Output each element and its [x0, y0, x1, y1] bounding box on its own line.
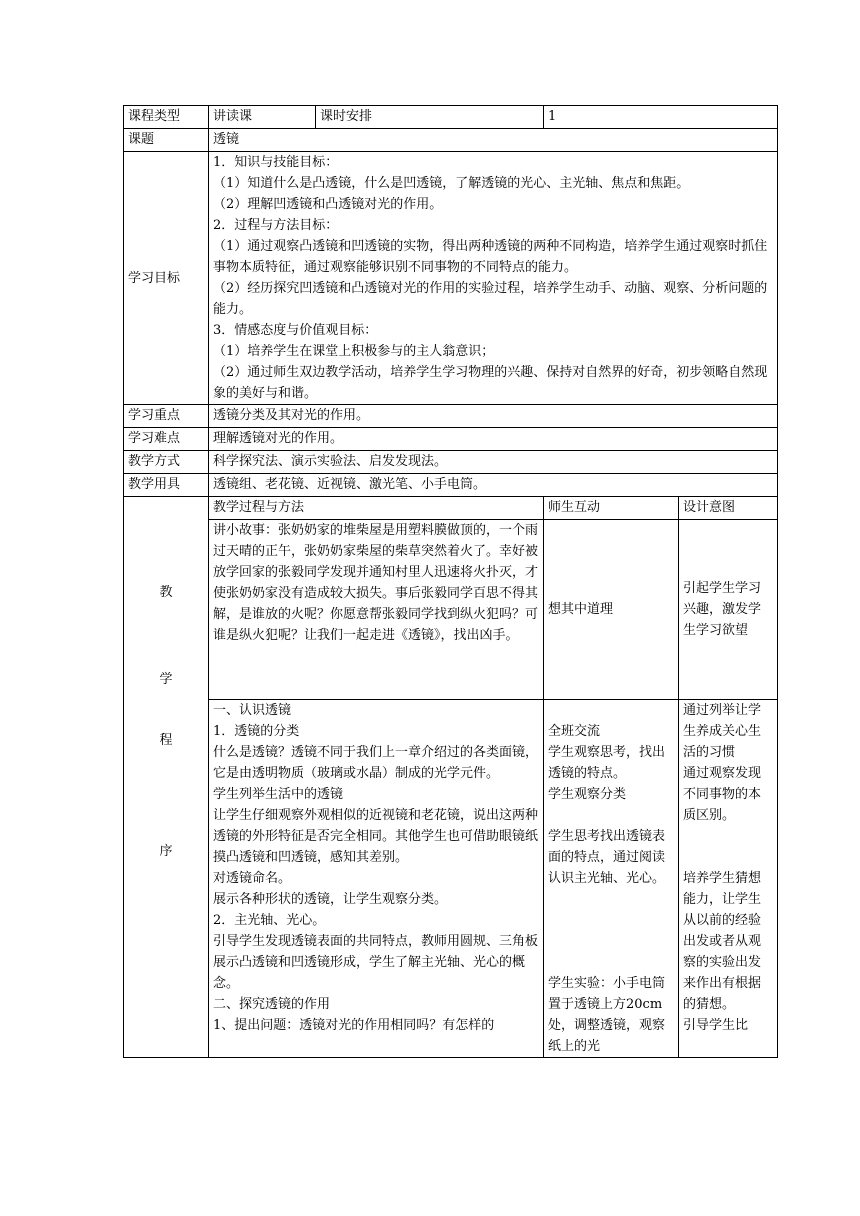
topic-value: 透镜 — [209, 129, 778, 152]
intent-col-header: 设计意图 — [679, 497, 778, 520]
course-info-row — [124, 106, 778, 129]
difficulty-value: 理解透镜对光的作用。 — [209, 428, 778, 451]
lens-line: 1、提出问题：透镜对光的作用相同吗？有怎样的 — [213, 1018, 495, 1033]
topic-row — [124, 129, 778, 152]
difficulty-label: 学习难点 — [124, 428, 209, 451]
lens-line: 二、探究透镜的作用 — [213, 997, 331, 1012]
intent-line: 培养学生猜想能力，让学生从以前的经验出发或者从观察的实验出发来作出有根据的猜想。 — [683, 871, 762, 1012]
interaction-line: 学生观察分类 — [548, 787, 627, 802]
process-col-header: 教学过程与方法 — [209, 497, 544, 520]
interaction-line: 全班交流 — [548, 724, 601, 739]
objective-line: 3．情感态度与价值观目标： — [213, 323, 378, 338]
process-label-char: 程 — [159, 733, 173, 748]
process-row-lens — [124, 700, 778, 1058]
topic-label: 课题 — [124, 129, 209, 152]
process-label-char: 学 — [159, 672, 173, 687]
intent-line: 通过列举让学生养成关心生活的习惯 — [683, 703, 762, 760]
lens-content — [209, 700, 544, 1058]
key-point-label: 学习重点 — [124, 405, 209, 428]
process-header-row — [124, 497, 778, 520]
lens-line: 引导学生发现透镜表面的共同特点，教师用圆规、三角板展示凸透镜和凹透镜形成，学生了解主光轴、光心的概念。 — [213, 934, 539, 991]
objective-line: （2）理解凹透镜和凸透镜对光的作用。 — [213, 197, 443, 212]
intent-line: 引导学生比 — [683, 1018, 749, 1033]
lens-line: 1．透镜的分类 — [213, 724, 300, 739]
lesson-plan-table — [123, 105, 778, 1058]
objectives-label: 学习目标 — [124, 152, 209, 405]
lens-line: 让学生仔细观察外观相似的近视镜和老花镜，说出这两种透镜的外形特征是否完全相同。其他学生也可借助眼镜纸摸凸透镜和凹透镜，感知其差别。 — [213, 808, 539, 865]
process-label — [124, 497, 209, 1058]
course-type-value: 讲读课 — [209, 106, 316, 129]
objective-line: （1）通过观察凸透镜和凹透镜的实物，得出两种透镜的两种不同构造，培养学生通过观察时抓住事物本质特征，通过观察能够识别不同事物的不同特点的能力。 — [213, 239, 768, 275]
objective-line: （1）培养学生在课堂上积极参与的主人翁意识； — [213, 344, 495, 359]
tools-value: 透镜组、老花镜、近视镜、激光笔、小手电筒。 — [209, 474, 778, 497]
objective-line: 2．过程与方法目标： — [213, 218, 339, 233]
process-row-story — [124, 520, 778, 700]
interaction-line: 学生观察思考，找出透镜的特点。 — [548, 745, 666, 781]
course-type-label: 课程类型 — [124, 106, 209, 129]
interaction-line: 学生实验：小手电筒置于透镜上方20cm处，调整透镜，观察纸上的光 — [548, 976, 666, 1054]
lens-intent — [679, 700, 778, 1058]
lens-line: 学生列举生活中的透镜 — [213, 787, 344, 802]
process-label-char: 序 — [159, 844, 173, 859]
lens-line: 2．主光轴、光心。 — [213, 913, 326, 928]
story-intent: 引起学生学习兴趣，激发学生学习欲望 — [679, 520, 778, 700]
story-content: 讲小故事：张奶奶家的堆柴屋是用塑料膜做顶的，一个雨过天晴的正午，张奶奶家柴屋的柴草突然着火了。幸好被放学回家的张毅同学发现并通知村里人迅速将火扑灭，才使张奶奶家没有造成较大损失。事后张毅同学百思不得其解，是谁放的火呢？你愿意帮张毅同学找到纵火犯吗？可谁是纵火犯呢？让我们一起走进《透镜》，找出凶手。 — [209, 520, 544, 700]
interaction-line: 学生思考找出透镜表面的特点，通过阅读认识主光轴、光心。 — [548, 829, 666, 886]
objective-line: （2）通过师生双边教学活动，培养学生学习物理的兴趣、保持对自然界的好奇，初步领略自然现象的美好与和谐。 — [213, 365, 768, 401]
objectives-row — [124, 152, 778, 405]
interaction-col-header: 师生互动 — [544, 497, 679, 520]
schedule-value: 1 — [544, 106, 778, 129]
difficulty-row — [124, 428, 778, 451]
tools-label: 教学用具 — [124, 474, 209, 497]
method-value: 科学探究法、演示实验法、启发发现法。 — [209, 451, 778, 474]
key-point-row — [124, 405, 778, 428]
tools-row — [124, 474, 778, 497]
method-row — [124, 451, 778, 474]
objective-line: 1．知识与技能目标： — [213, 155, 339, 170]
lens-interaction — [544, 700, 679, 1058]
lens-line: 对透镜命名。 — [213, 871, 292, 886]
lesson-plan — [123, 105, 777, 1058]
process-label-char: 教 — [159, 585, 173, 600]
objective-line: （1）知道什么是凸透镜，什么是凹透镜，了解透镜的光心、主光轴、焦点和焦距。 — [213, 176, 690, 191]
objectives-content — [209, 152, 778, 405]
schedule-label: 课时安排 — [316, 106, 544, 129]
intent-line: 通过观察发现不同事物的本质区别。 — [683, 766, 762, 823]
lens-line: 一、认识透镜 — [213, 703, 292, 718]
lens-line: 展示各种形状的透镜，让学生观察分类。 — [213, 892, 448, 907]
key-point-value: 透镜分类及其对光的作用。 — [209, 405, 778, 428]
method-label: 教学方式 — [124, 451, 209, 474]
story-interaction: 想其中道理 — [544, 520, 679, 700]
objective-line: （2）经历探究凹透镜和凸透镜对光的作用的实验过程，培养学生动手、动脑、观察、分析问题的能力。 — [213, 281, 768, 317]
lens-line: 什么是透镜？透镜不同于我们上一章介绍过的各类面镜，它是由透明物质（玻璃或水晶）制成的光学元件。 — [213, 745, 539, 781]
